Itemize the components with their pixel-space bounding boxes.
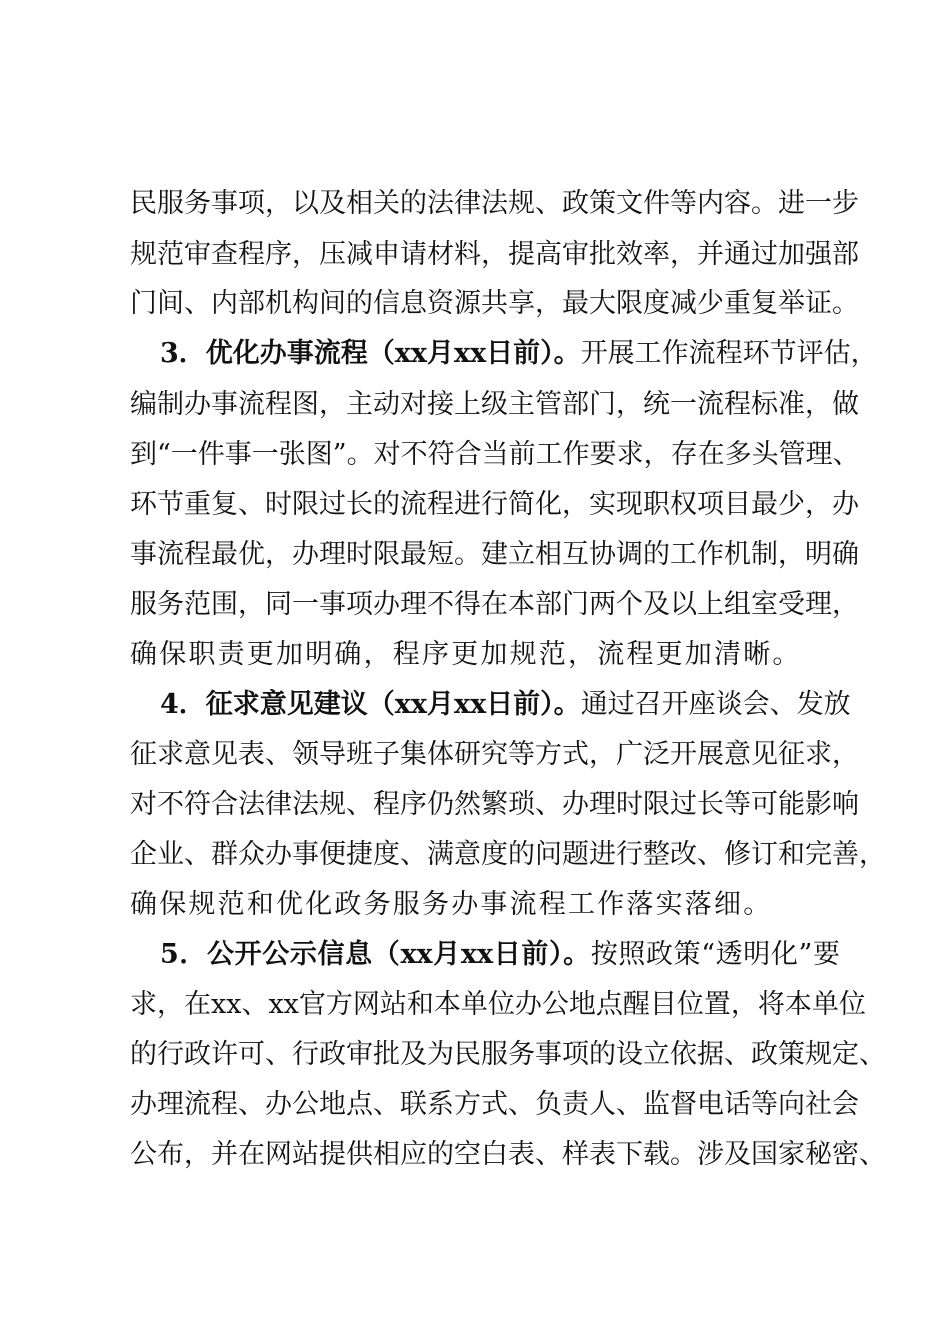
body-text-line: 对不符合法律法规、程序仍然繁琐、办理时限过长等可能影响 [130, 789, 859, 820]
body-text-line: 确保职责更加明确，程序更加规范，流程更加清晰。 [130, 639, 802, 670]
section-text: 通过召开座谈会、发放 [580, 689, 851, 720]
body-text-line: 民服务事项，以及相关的法律法规、政策文件等内容。进一步 [130, 188, 859, 219]
body-text-line: 征求意见表、领导班子集体研究等方式，广泛开展意见征求， [130, 739, 859, 770]
body-text-line: 的行政许可、行政审批及为民服务事项的设立依据、政策规定、 [130, 1039, 886, 1070]
section-heading: 3．优化办事流程（xx月xx日前）。 [160, 338, 581, 369]
body-text-line: 公布，并在网站提供相应的空白表、样表下载。涉及国家秘密、 [130, 1139, 886, 1170]
section-text: 按照政策“透明化”要 [590, 939, 840, 970]
body-text-line: 规范审查程序，压减申请材料，提高审批效率，并通过加强部 [130, 239, 859, 270]
body-text-line: 编制办事流程图，主动对接上级主管部门，统一流程标准，做 [130, 389, 859, 420]
body-text-line: 事流程最优，办理时限最短。建立相互协调的工作机制，明确 [130, 539, 859, 570]
section-first-line [160, 688, 851, 722]
body-text-line: 到“一件事一张图”。对不符合当前工作要求，存在多头管理、 [130, 439, 860, 470]
section-first-line [160, 938, 840, 972]
body-text-line: 门间、内部机构间的信息资源共享，最大限度减少重复举证。 [130, 288, 859, 319]
body-text-line: 求，在xx、xx官方网站和本单位办公地点醒目位置，将本单位 [130, 989, 866, 1020]
section-text: 开展工作流程环节评估， [580, 338, 878, 369]
section-first-line [160, 337, 878, 371]
body-text-line: 确保规范和优化政务服务办事流程工作落实落细。 [130, 889, 773, 920]
body-text-line: 服务范围，同一事项办理不得在本部门两个及以上组室受理， [130, 589, 859, 620]
body-text-line: 办理流程、办公地点、联系方式、负责人、监督电话等向社会 [130, 1089, 859, 1120]
section-heading: 4．征求意见建议（xx月xx日前）。 [160, 689, 581, 720]
body-text-line: 环节重复、时限过长的流程进行简化，实现职权项目最少，办 [130, 489, 859, 520]
body-text-line: 企业、群众办事便捷度、满意度的问题进行整改、修订和完善， [130, 839, 886, 870]
section-heading: 5．公开公示信息（xx月xx日前）。 [160, 939, 591, 970]
